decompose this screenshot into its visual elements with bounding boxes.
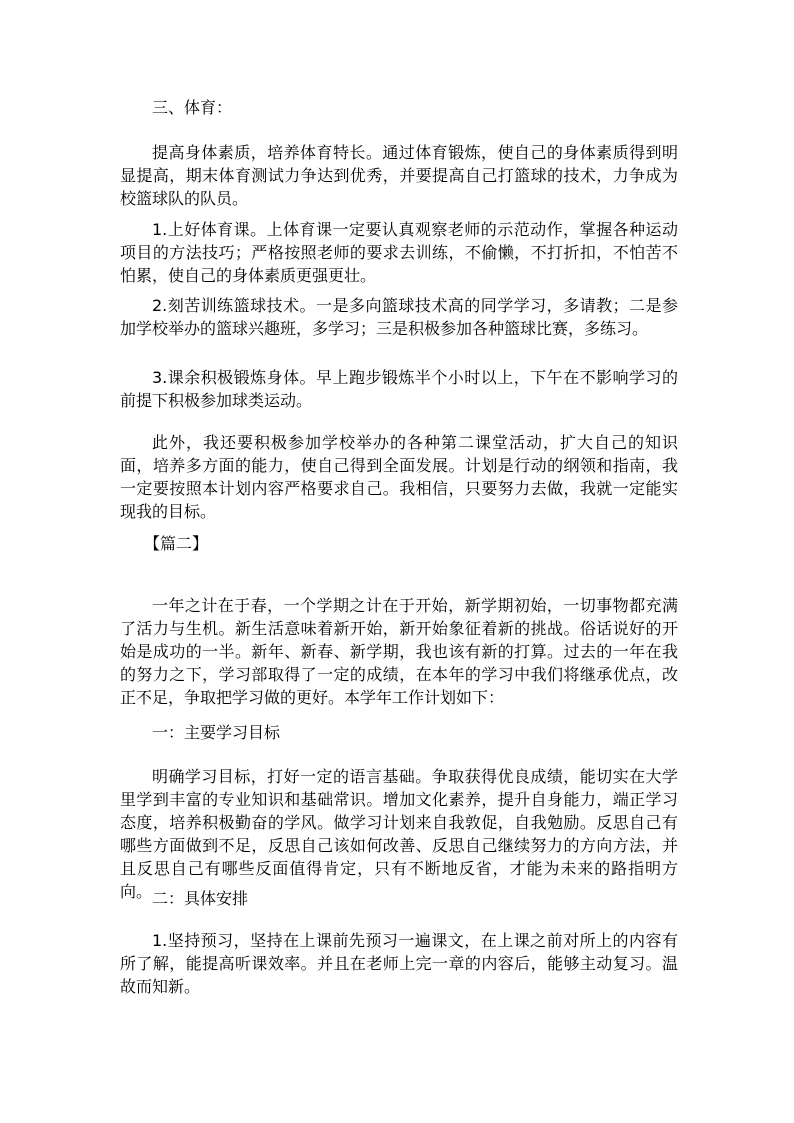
heading-main-goal: 一：主要学习目标 — [152, 723, 281, 742]
paragraph-pe-item-3: 3.课余积极锻炼身体。早上跑步锻炼半个小时以上，下午在不影响学习的前提下积极参加球类运动。 — [120, 368, 678, 410]
paragraph-pe-item-1: 1.上好体育课。上体育课一定要认真观察老师的示范动作，掌握各种运动项目的方法技巧；严格按照老师的要求去训练，不偷懒，不打折扣，不怕苦不怕累，使自己的身体素质更强更壮。 — [120, 220, 678, 285]
heading-part-two: 【篇二】 — [144, 534, 209, 553]
heading-arrangement: 二：具体安排 — [152, 889, 249, 908]
paragraph-part-two-intro: 一年之计在于春，一个学期之计在于开始，新学期初始，一切事物都充满了活力与生机。新生活意味着新开始，新开始象征着新的挑战。俗话说好的开始是成功的一半。新年、新春、新学期，我也该有新的打算。过去的一年在我的努力之下，学习部取得了一定的成绩，在本年的学习中我们将继承优点，改正不足，争取把学习做的更好。本学年工作计划如下： — [120, 596, 678, 707]
paragraph-main-goal: 明确学习目标，打好一定的语言基础。争取获得优良成绩，能切实在大学里学到丰富的专业知识和基础常识。增加文化素养，提升自身能力，端正学习态度，培养积极勤奋的学风。做学习计划来自我敦促，自我勉励。反思自己有哪些方面做到不足，反思自己该如何改善、反思自己继续努力的方向方法，并且反思自己有哪些反面值得肯定，只有不断地反省，才能为未来的路指明方向。 — [120, 767, 678, 901]
paragraph-closing: 此外，我还要积极参加学校举办的各种第二课堂活动，扩大自己的知识面，培养多方面的能力，使自己得到全面发展。计划是行动的纲领和指南，我一定要按照本计划内容严格要求自己。我相信，只要努力去做，我就一定能实现我的目标。 — [120, 433, 678, 521]
heading-physical-education: 三、体育： — [152, 98, 233, 117]
paragraph-pe-intro: 提高身体素质，培养体育特长。通过体育锻炼，使自己的身体素质得到明显提高，期末体育测试力争达到优秀，并要提高自己打篮球的技术，力争成为校篮球队的队员。 — [120, 143, 678, 208]
paragraph-pe-item-2: 2.刻苦训练篮球技术。一是多向篮球技术高的同学学习，多请教；二是参加学校举办的篮球兴趣班，多学习；三是积极参加各种篮球比赛，多练习。 — [120, 296, 678, 338]
paragraph-arrangement-item-1: 1.坚持预习，坚持在上课前先预习一遍课文，在上课之前对所上的内容有所了解，能提高听课效率。并且在老师上完一章的内容后，能够主动复习。温故而知新。 — [120, 931, 678, 996]
